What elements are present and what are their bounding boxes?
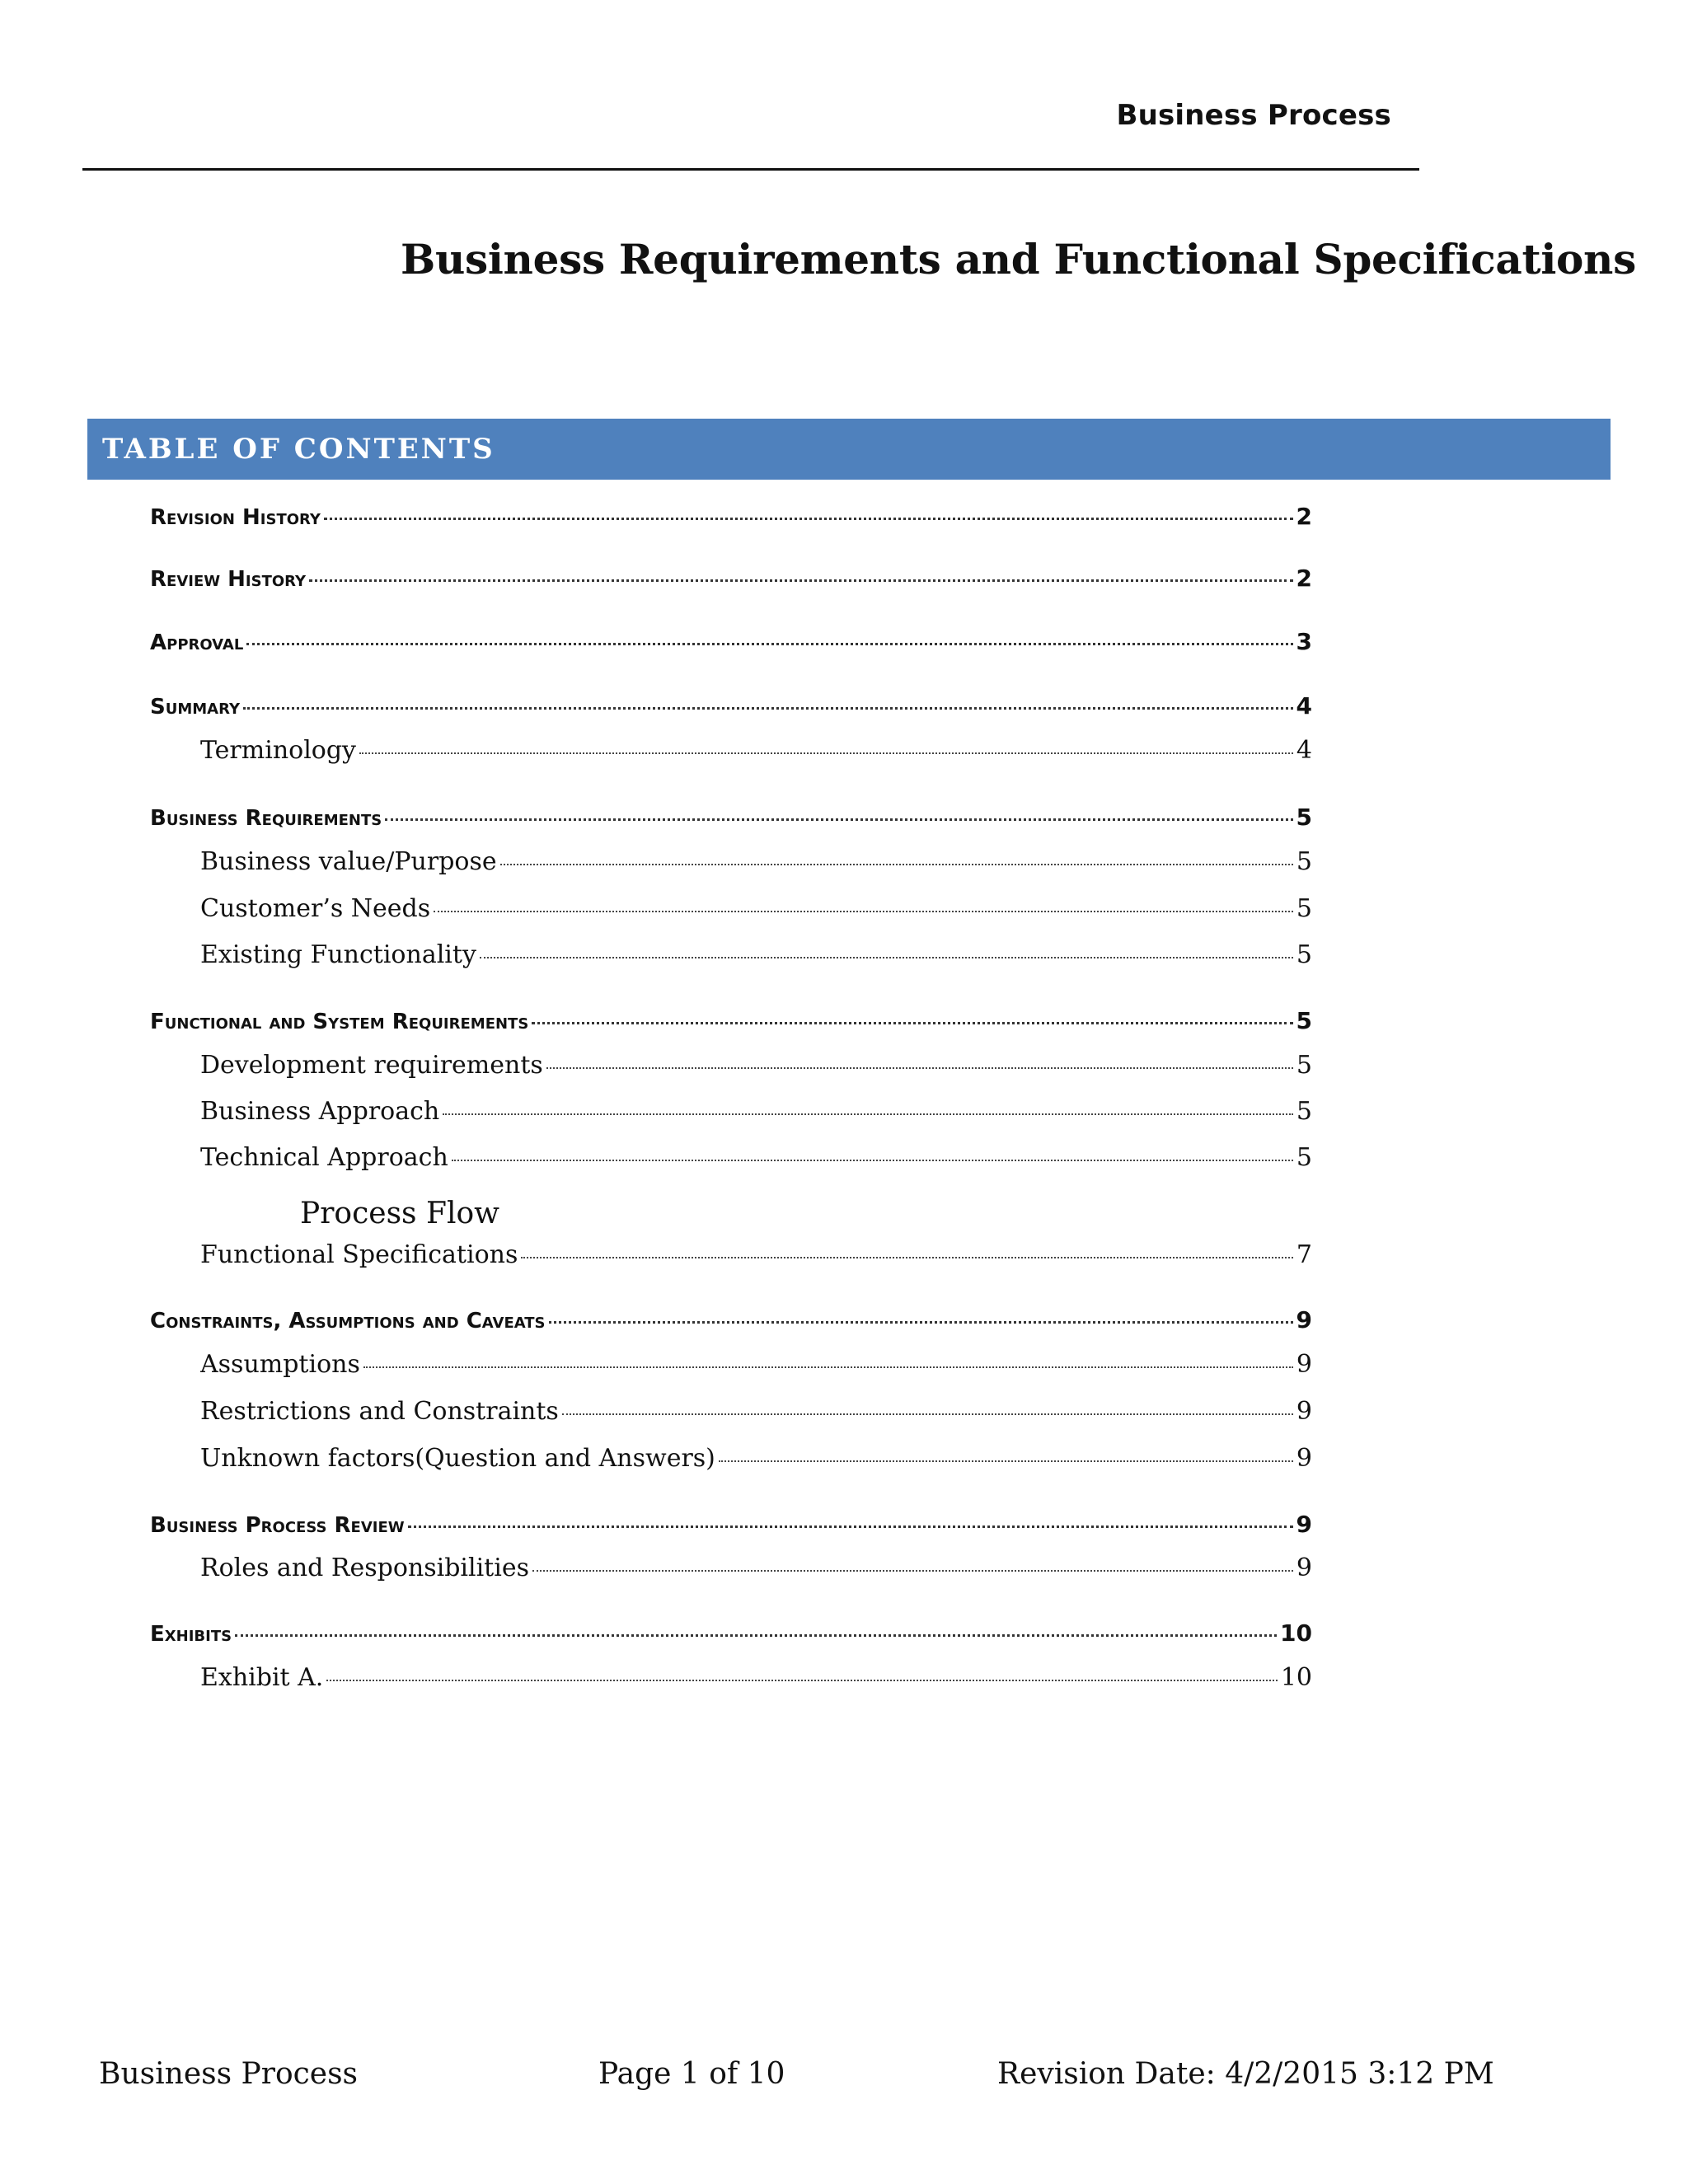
toc-entry-page: 7 (1296, 1240, 1312, 1269)
toc-dot-leader (549, 1321, 1293, 1324)
toc-entry-revision-history[interactable] (150, 503, 1312, 530)
toc-entry-label: Technical Approach (200, 1143, 448, 1172)
toc-entry-label: Development requirements (200, 1051, 543, 1080)
toc-entry-label: Business value/Purpose (200, 847, 497, 876)
toc-dot-leader (243, 707, 1293, 710)
toc-dot-leader (385, 818, 1292, 821)
toc-entry-page: 2 (1296, 565, 1312, 592)
toc-entry-label: Exhibit A. (200, 1663, 324, 1692)
toc-entry-page: 9 (1296, 1511, 1312, 1538)
toc-entry-business-approach[interactable] (200, 1097, 1312, 1126)
toc-dot-leader (532, 1022, 1292, 1024)
toc-entry-label: Unknown factors(Question and Answers) (200, 1444, 715, 1473)
toc-entry-label: Business Requirements (150, 806, 382, 831)
toc-entry-development-requirements[interactable] (200, 1051, 1312, 1080)
toc-entry-label: Revision History (150, 505, 321, 530)
toc-entry-process-flow[interactable]: Process Flow (300, 1197, 499, 1230)
toc-entry-restrictions-constraints[interactable] (200, 1397, 1312, 1426)
toc-dot-leader (562, 1413, 1293, 1415)
toc-entry-page: 9 (1296, 1350, 1312, 1379)
toc-entry-page: 5 (1296, 847, 1312, 876)
toc-dot-leader (546, 1067, 1293, 1069)
toc-entry-business-process-review[interactable] (150, 1511, 1312, 1538)
toc-entry-page: 9 (1296, 1306, 1312, 1333)
toc-entry-page: 9 (1296, 1397, 1312, 1426)
toc-entry-label: Business Process Review (150, 1513, 405, 1538)
document-title: Business Requirements and Functional Specifications (401, 235, 1636, 284)
toc-entry-label: Terminology (200, 736, 357, 765)
toc-dot-leader (326, 1680, 1277, 1681)
toc-entry-page: 5 (1296, 894, 1312, 923)
toc-entry-page: 5 (1296, 1143, 1312, 1172)
toc-dot-leader (235, 1634, 1277, 1637)
toc-entry-page: 4 (1296, 736, 1312, 765)
toc-entry-summary[interactable] (150, 692, 1312, 719)
toc-entry-assumptions[interactable] (200, 1350, 1312, 1379)
footer-left-text: Business Process (99, 2057, 359, 2091)
toc-entry-label: Functional Specifications (200, 1240, 518, 1269)
toc-entry-label: Customer’s Needs (200, 894, 431, 923)
toc-entry-technical-approach[interactable] (200, 1143, 1312, 1172)
toc-entry-page: 5 (1296, 1097, 1312, 1126)
toc-entry-constraints-assumptions-caveats[interactable] (150, 1306, 1312, 1333)
toc-dot-leader (246, 643, 1292, 645)
toc-entry-page: 10 (1280, 1663, 1312, 1692)
toc-dot-leader (719, 1460, 1293, 1462)
toc-entry-label: Restrictions and Constraints (200, 1397, 559, 1426)
toc-entry-page: 5 (1296, 804, 1312, 831)
toc-dot-leader (452, 1160, 1293, 1161)
toc-entry-terminology[interactable] (200, 736, 1312, 765)
toc-entry-page: 5 (1296, 1007, 1312, 1034)
toc-entry-label: Constraints, Assumptions and Caveats (150, 1309, 546, 1333)
toc-dot-leader (309, 579, 1292, 582)
toc-dot-leader (363, 1366, 1293, 1368)
toc-entry-page: 5 (1296, 940, 1312, 969)
toc-dot-leader (532, 1570, 1293, 1572)
toc-entry-review-history[interactable] (150, 565, 1312, 592)
toc-entry-label: Exhibits (150, 1622, 232, 1647)
toc-entry-existing-functionality[interactable] (200, 940, 1312, 969)
toc-entry-label: Functional and System Requirements (150, 1010, 529, 1034)
toc-entry-label: Review History (150, 567, 307, 592)
toc-entry-label: Assumptions (200, 1350, 360, 1379)
page-header-title: Business Process (1116, 99, 1391, 132)
toc-entry-business-requirements[interactable] (150, 804, 1312, 831)
toc-entry-label: Business Approach (200, 1097, 440, 1126)
toc-entry-label: Approval (150, 630, 244, 655)
toc-dot-leader (521, 1257, 1293, 1258)
toc-entry-page: 9 (1296, 1444, 1312, 1473)
toc-dot-leader (434, 911, 1293, 912)
toc-heading: TABLE OF CONTENTS (102, 433, 495, 466)
toc-dot-leader (408, 1526, 1293, 1528)
toc-entry-functional-system-requirements[interactable] (150, 1007, 1312, 1034)
toc-entry-label: Existing Functionality (200, 940, 476, 969)
footer-page-number: Page 1 of 10 (598, 2057, 785, 2091)
toc-entry-exhibits[interactable] (150, 1619, 1312, 1647)
toc-entry-page: 4 (1296, 692, 1312, 719)
toc-entry-functional-specifications[interactable] (200, 1240, 1312, 1269)
toc-dot-leader (359, 752, 1293, 754)
toc-entry-customers-needs[interactable] (200, 894, 1312, 923)
toc-entry-page: 2 (1296, 503, 1312, 530)
toc-entry-page: 10 (1280, 1619, 1312, 1647)
footer-revision-date: Revision Date: 4/2/2015 3:12 PM (997, 2057, 1494, 2091)
toc-dot-leader (480, 957, 1293, 958)
toc-entry-page: 9 (1296, 1554, 1312, 1582)
toc-entry-page: 3 (1296, 628, 1312, 655)
toc-entry-label: Summary (150, 695, 241, 719)
toc-dot-leader (500, 864, 1293, 865)
toc-entry-approval[interactable] (150, 628, 1312, 655)
toc-entry-unknown-factors[interactable] (200, 1444, 1312, 1473)
toc-entry-business-value[interactable] (200, 847, 1312, 876)
toc-entry-roles-responsibilities[interactable] (200, 1554, 1312, 1582)
toc-dot-leader (324, 518, 1293, 520)
toc-entry-label: Roles and Responsibilities (200, 1554, 529, 1582)
toc-entry-exhibit-a[interactable] (200, 1663, 1312, 1692)
toc-entry-page: 5 (1296, 1051, 1312, 1080)
toc-dot-leader (443, 1113, 1293, 1115)
